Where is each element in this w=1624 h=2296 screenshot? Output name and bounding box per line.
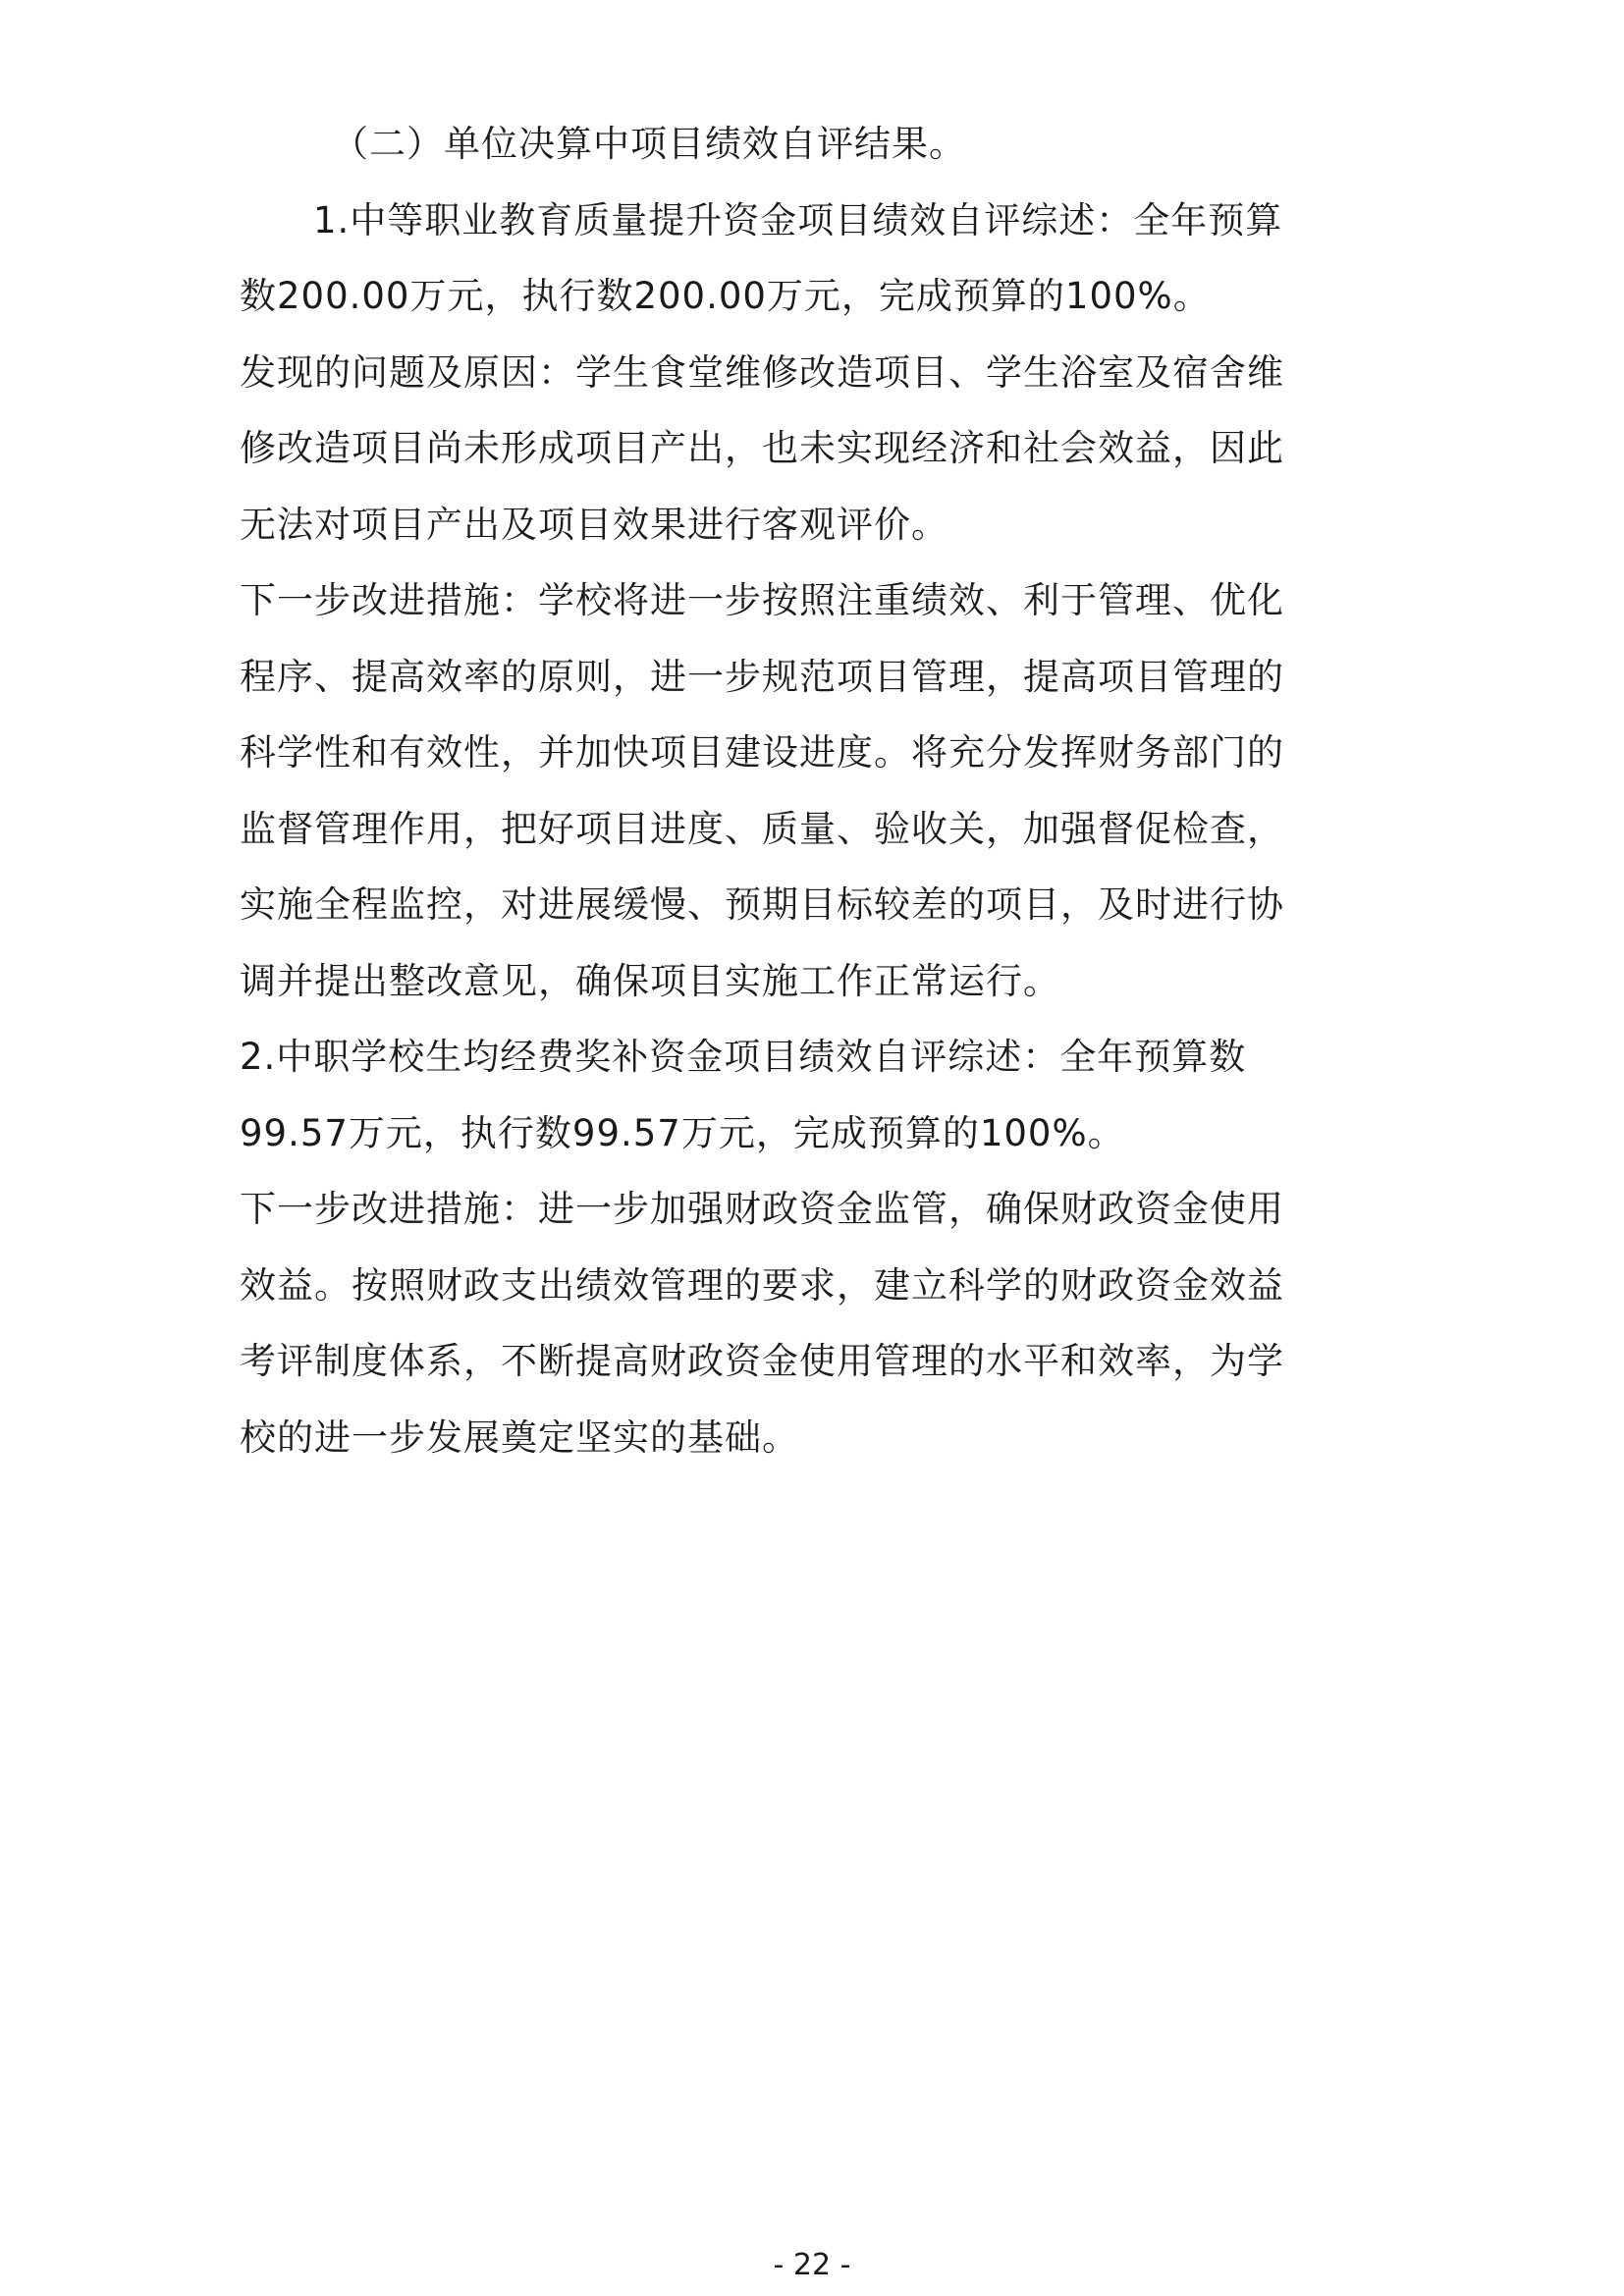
item-1-summary-line: 数200.00万元，执行数200.00万元，完成预算的100%。: [240, 275, 1211, 317]
item-2-measures-line: 考评制度体系，不断提高财政资金使用管理的水平和效率，为学: [240, 1340, 1284, 1382]
item-1-summary-line: 1.中等职业教育质量提升资金项目绩效自评综述：全年预算: [313, 198, 1283, 241]
document-body: [240, 106, 1398, 1475]
item-2-measures-line: 效益。按照财政支出绩效管理的要求，建立科学的财政资金效益: [240, 1263, 1284, 1307]
section-heading: （二）单位决算中项目绩效自评结果。: [332, 123, 966, 165]
item-2-measures-line: 下一步改进措施：进一步加强财政资金监管，确保财政资金使用: [240, 1188, 1284, 1230]
item-1-measures-line: 调并提出整改意见，确保项目实施工作正常运行。: [240, 959, 1060, 1002]
item-1-problems-line: 无法对项目产出及项目效果进行客观评价。: [240, 503, 948, 546]
item-1-problems-line: 修改造项目尚未形成项目产出，也未实现经济和社会效益，因此: [240, 427, 1284, 469]
page-number: - 22 -: [773, 2248, 851, 2282]
item-2-summary-line: 2.中职学校生均经费奖补资金项目绩效自评综述：全年预算数: [240, 1036, 1247, 1078]
item-1-measures-line: 实施全程监控，对进展缓慢、预期目标较差的项目，及时进行协: [240, 883, 1284, 926]
item-1-measures-line: 监督管理作用，把好项目进度、质量、验收关，加强督促检查，: [240, 807, 1284, 850]
item-1-measures-line: 程序、提高效率的原则，进一步规范项目管理，提高项目管理的: [240, 655, 1284, 698]
item-1-problems-line: 发现的问题及原因：学生食堂维修改造项目、学生浴室及宿舍维: [240, 350, 1284, 394]
item-2-summary-line: 99.57万元，执行数99.57万元，完成预算的100%。: [240, 1111, 1125, 1154]
item-1-measures-line: 下一步改进措施：学校将进一步按照注重绩效、利于管理、优化: [240, 579, 1284, 621]
item-2-measures-line: 校的进一步发展奠定坚实的基础。: [240, 1415, 799, 1459]
item-1-measures-line: 科学性和有效性，并加快项目建设进度。将充分发挥财务部门的: [240, 731, 1284, 774]
